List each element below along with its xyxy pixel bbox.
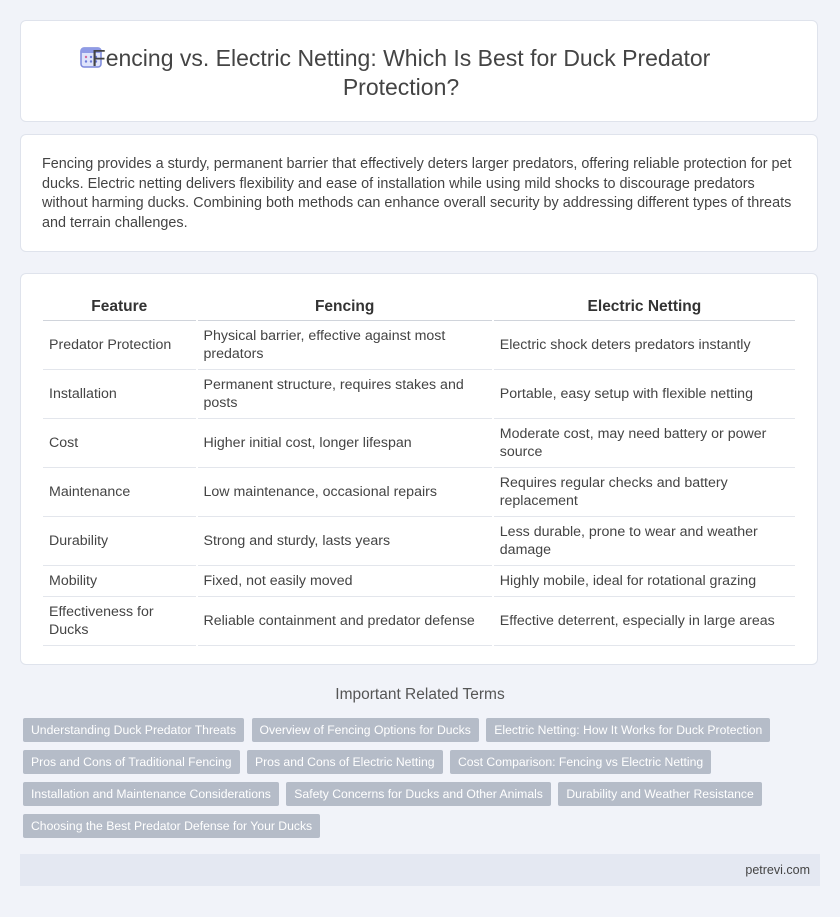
cell-feature: Maintenance	[43, 468, 196, 517]
page-title: Fencing vs. Electric Netting: Which Is Best for Duck Predator Protection?	[91, 45, 711, 100]
cell-electric-netting: Less durable, prone to wear and weather damage	[494, 517, 795, 566]
site-link[interactable]: petrevi.com	[745, 863, 810, 877]
related-term-tag[interactable]: Understanding Duck Predator Threats	[23, 718, 244, 742]
related-term-tag[interactable]: Durability and Weather Resistance	[558, 782, 761, 806]
cell-electric-netting: Highly mobile, ideal for rotational grazing	[494, 566, 795, 597]
related-term-tag[interactable]: Installation and Maintenance Considerations	[23, 782, 279, 806]
header-electric-netting: Electric Netting	[494, 294, 795, 321]
table-row	[43, 597, 795, 646]
related-term-tag[interactable]: Choosing the Best Predator Defense for Your Ducks	[23, 814, 320, 838]
table-row	[43, 321, 795, 370]
table-row	[43, 419, 795, 468]
cell-electric-netting: Requires regular checks and battery replacement	[494, 468, 795, 517]
related-terms-list	[23, 718, 813, 846]
cell-feature: Mobility	[43, 566, 196, 597]
related-terms-heading: Important Related Terms	[335, 686, 505, 703]
table-row	[43, 566, 795, 597]
related-term-tag[interactable]: Electric Netting: How It Works for Duck Protection	[486, 718, 770, 742]
header-fencing: Fencing	[198, 294, 492, 321]
cell-fencing: Reliable containment and predator defense	[198, 597, 492, 646]
header-feature: Feature	[43, 294, 196, 321]
intro-card	[20, 134, 818, 252]
related-term-tag[interactable]: Cost Comparison: Fencing vs Electric Netting	[450, 750, 711, 774]
intro-paragraph: Fencing provides a sturdy, permanent barrier that effectively deters larger predators, offering reliable protection for pet ducks. Electric netting delivers flexibility and ease of installation while using mild shocks to discourage predators without harming ducks. Combining both methods can enhance overall security by addressing different types of threats and terrain challenges.	[42, 156, 792, 231]
cell-feature: Installation	[43, 370, 196, 419]
table-row	[43, 468, 795, 517]
cell-fencing: Low maintenance, occasional repairs	[198, 468, 492, 517]
cell-feature: Predator Protection	[43, 321, 196, 370]
cell-fencing: Strong and sturdy, lasts years	[198, 517, 492, 566]
cell-electric-netting: Effective deterrent, especially in large areas	[494, 597, 795, 646]
footer	[20, 854, 820, 886]
title-card	[20, 20, 818, 122]
related-term-tag[interactable]: Safety Concerns for Ducks and Other Animals	[286, 782, 551, 806]
cell-fencing: Permanent structure, requires stakes and posts	[198, 370, 492, 419]
cell-electric-netting: Moderate cost, may need battery or power source	[494, 419, 795, 468]
table-row	[43, 517, 795, 566]
cell-fencing: Fixed, not easily moved	[198, 566, 492, 597]
cell-electric-netting: Electric shock deters predators instantly	[494, 321, 795, 370]
table-row	[43, 370, 795, 419]
comparison-card	[20, 273, 818, 665]
cell-feature: Cost	[43, 419, 196, 468]
cell-fencing: Higher initial cost, longer lifespan	[198, 419, 492, 468]
related-term-tag[interactable]: Pros and Cons of Traditional Fencing	[23, 750, 240, 774]
comparison-table	[41, 294, 797, 646]
cell-feature: Durability	[43, 517, 196, 566]
cell-fencing: Physical barrier, effective against most predators	[198, 321, 492, 370]
related-term-tag[interactable]: Pros and Cons of Electric Netting	[247, 750, 443, 774]
cell-feature: Effectiveness for Ducks	[43, 597, 196, 646]
table-header-row	[43, 294, 795, 321]
cell-electric-netting: Portable, easy setup with flexible netting	[494, 370, 795, 419]
related-term-tag[interactable]: Overview of Fencing Options for Ducks	[252, 718, 479, 742]
